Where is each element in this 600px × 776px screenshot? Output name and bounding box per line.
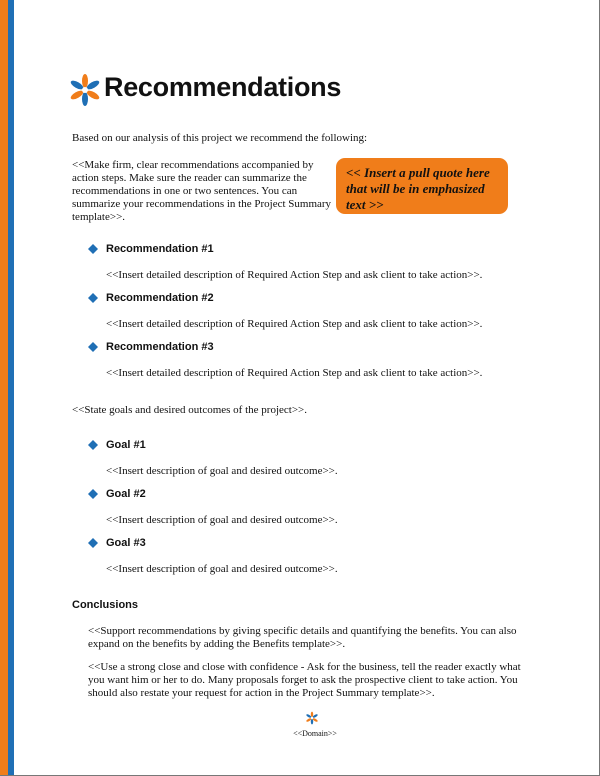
goal-description: <<Insert description of goal and desired outcome>>. xyxy=(106,514,338,526)
recommendation-title: Recommendation #3 xyxy=(106,341,214,353)
recommendation-description: <<Insert detailed description of Required Action Step and ask client to take action>>. xyxy=(106,269,483,281)
diamond-bullet-icon xyxy=(88,489,98,499)
left-stripe-orange xyxy=(0,0,8,776)
flower-logo-icon xyxy=(70,74,100,106)
recommendation-title: Recommendation #1 xyxy=(106,243,214,255)
diamond-bullet-icon xyxy=(88,538,98,548)
recommendation-description: <<Insert detailed description of Required Action Step and ask client to take action>>. xyxy=(106,318,483,330)
goal-description: <<Insert description of goal and desired outcome>>. xyxy=(106,465,338,477)
goal-title: Goal #3 xyxy=(106,537,146,549)
diamond-bullet-icon xyxy=(88,440,98,450)
conclusions-paragraph: <<Use a strong close and close with confidence - Ask for the business, tell the reader exactly what you want him or her to do. Many proposals forget to ask the prospective client to take action. You should also restate your request for action in the Project Summary template>>. xyxy=(88,661,521,699)
intro-text: Based on our analysis of this project we recommend the following: xyxy=(72,132,368,144)
footer-flower-logo-icon xyxy=(306,711,318,725)
diamond-bullet-icon xyxy=(88,293,98,303)
conclusions-heading: Conclusions xyxy=(72,599,139,611)
diamond-bullet-icon xyxy=(88,244,98,254)
left-stripe-gap xyxy=(14,0,16,776)
goal-description: <<Insert description of goal and desired outcome>>. xyxy=(106,563,338,575)
diamond-bullet-icon xyxy=(88,342,98,352)
footer-domain: <<Domain>> xyxy=(293,729,337,738)
conclusions-paragraph: <<Support recommendations by giving specific details and quantifying the benefits. You can also expand on the benefits by adding the Benefits template>>. xyxy=(88,625,517,650)
goal-title: Goal #1 xyxy=(106,439,146,451)
pull-quote: << Insert a pull quote here that will be in emphasized text >> xyxy=(336,158,508,214)
goals-intro: <<State goals and desired outcomes of the project>>. xyxy=(72,404,307,416)
goal-title: Goal #2 xyxy=(106,488,146,500)
lead-paragraph: <<Make firm, clear recommendations accompanied by action steps. Make sure the reader can summarize the recommendations in one or two sentences. You can summarize your recommendations in the Project Summary template>>. xyxy=(72,159,332,223)
page-title: Recommendations xyxy=(104,72,342,102)
recommendation-title: Recommendation #2 xyxy=(106,292,214,304)
recommendation-description: <<Insert detailed description of Required Action Step and ask client to take action>>. xyxy=(106,367,483,379)
